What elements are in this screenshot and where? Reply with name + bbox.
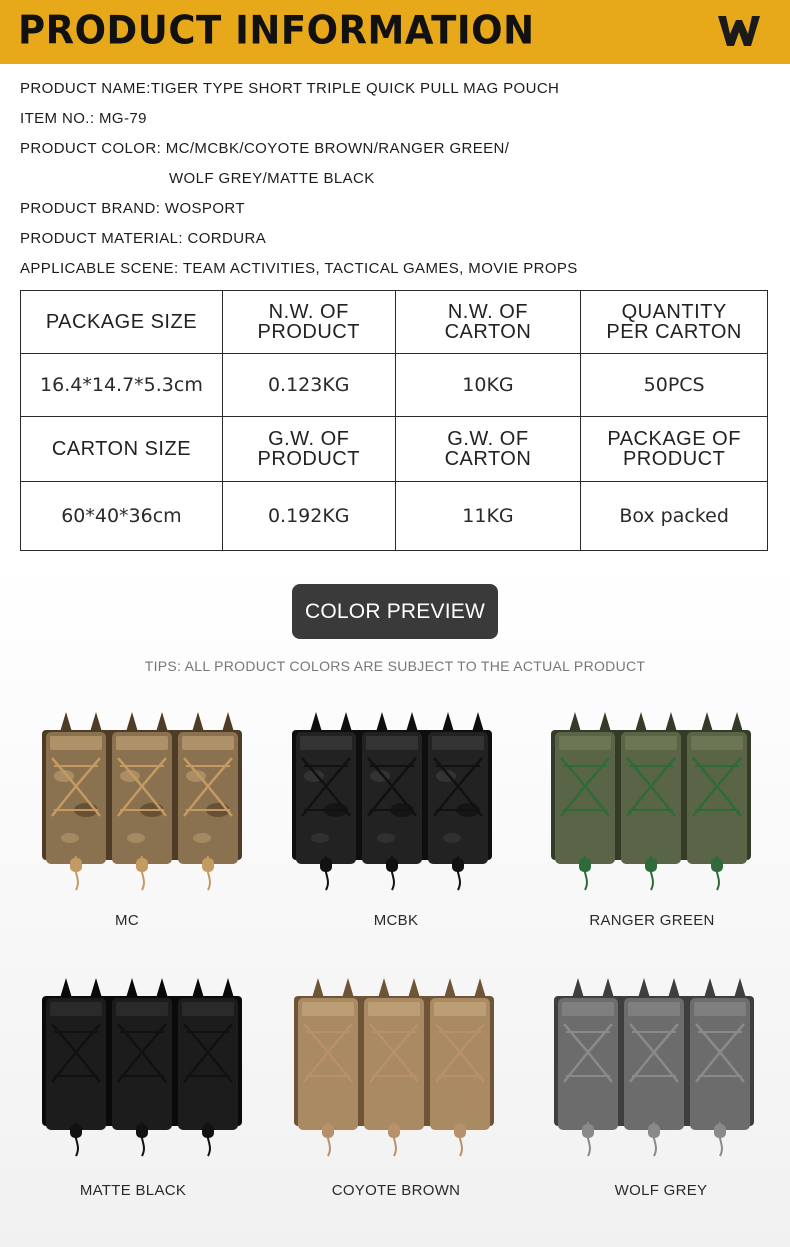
color-caption-coyote-brown: COYOTE BROWN <box>331 1182 461 1199</box>
spec-table <box>20 290 768 551</box>
header-gw-product: G.W. OF PRODUCT <box>222 417 395 482</box>
applicable-scene: APPLICABLE SCENE: TEAM ACTIVITIES, TACTICAL GAMES, MOVIE PROPS <box>20 260 578 277</box>
product-name: PRODUCT NAME:TIGER TYPE SHORT TRIPLE QUICK PULL MAG POUCH <box>20 80 560 97</box>
header-package-of-product: PACKAGE OF PRODUCT <box>581 417 768 482</box>
color-caption-mcbk: MCBK <box>373 912 419 929</box>
header-carton-size: CARTON SIZE <box>21 417 223 482</box>
brand-logo-icon <box>716 12 762 50</box>
header-nw-carton: N.W. OF CARTON <box>395 291 581 354</box>
color-preview-button[interactable]: COLOR PREVIEW <box>292 584 498 639</box>
pouch-image-mc <box>36 706 248 894</box>
value-package-size: 16.4*14.7*5.3cm <box>21 354 223 417</box>
mag-pouch-icon <box>286 706 498 894</box>
item-number: ITEM NO.: MG-79 <box>20 110 147 127</box>
color-caption-ranger-green: RANGER GREEN <box>589 912 715 929</box>
value-nw-product: 0.123KG <box>222 354 395 417</box>
header-package-size: PACKAGE SIZE <box>21 291 223 354</box>
mag-pouch-icon <box>36 972 248 1160</box>
value-quantity-per-carton: 50PCS <box>581 354 768 417</box>
product-material: PRODUCT MATERIAL: CORDURA <box>20 230 267 247</box>
spec-value-row <box>21 482 768 551</box>
pouch-image-matte-black <box>36 972 248 1160</box>
spec-header-row <box>21 417 768 482</box>
mag-pouch-icon <box>545 706 757 894</box>
product-color-continued: WOLF GREY/MATTE BLACK <box>169 170 375 187</box>
color-caption-mc: MC <box>115 912 139 929</box>
mag-pouch-icon <box>288 972 500 1160</box>
mag-pouch-icon <box>36 706 248 894</box>
page-title: PRODUCT INFORMATION <box>18 7 535 54</box>
color-caption-wolf-grey: WOLF GREY <box>614 1182 708 1199</box>
value-gw-carton: 11KG <box>395 482 581 551</box>
value-package-of-product: Box packed <box>581 482 768 551</box>
pouch-image-mcbk <box>286 706 498 894</box>
value-carton-size: 60*40*36cm <box>21 482 223 551</box>
color-caption-matte-black: MATTE BLACK <box>79 1182 187 1199</box>
color-tips: TIPS: ALL PRODUCT COLORS ARE SUBJECT TO THE ACTUAL PRODUCT <box>144 658 646 674</box>
header-bar <box>0 0 790 64</box>
value-gw-product: 0.192KG <box>222 482 395 551</box>
mag-pouch-icon <box>548 972 760 1160</box>
value-nw-carton: 10KG <box>395 354 581 417</box>
pouch-image-coyote-brown <box>288 972 500 1160</box>
pouch-image-wolf-grey <box>548 972 760 1160</box>
pouch-image-ranger-green <box>545 706 757 894</box>
header-gw-carton: G.W. OF CARTON <box>395 417 581 482</box>
product-brand: PRODUCT BRAND: WOSPORT <box>20 200 245 217</box>
header-nw-product: N.W. OF PRODUCT <box>222 291 395 354</box>
product-color: PRODUCT COLOR: MC/MCBK/COYOTE BROWN/RANGER GREEN/ <box>20 140 510 157</box>
spec-value-row <box>21 354 768 417</box>
header-quantity-per-carton: QUANTITY PER CARTON <box>581 291 768 354</box>
spec-header-row <box>21 291 768 354</box>
